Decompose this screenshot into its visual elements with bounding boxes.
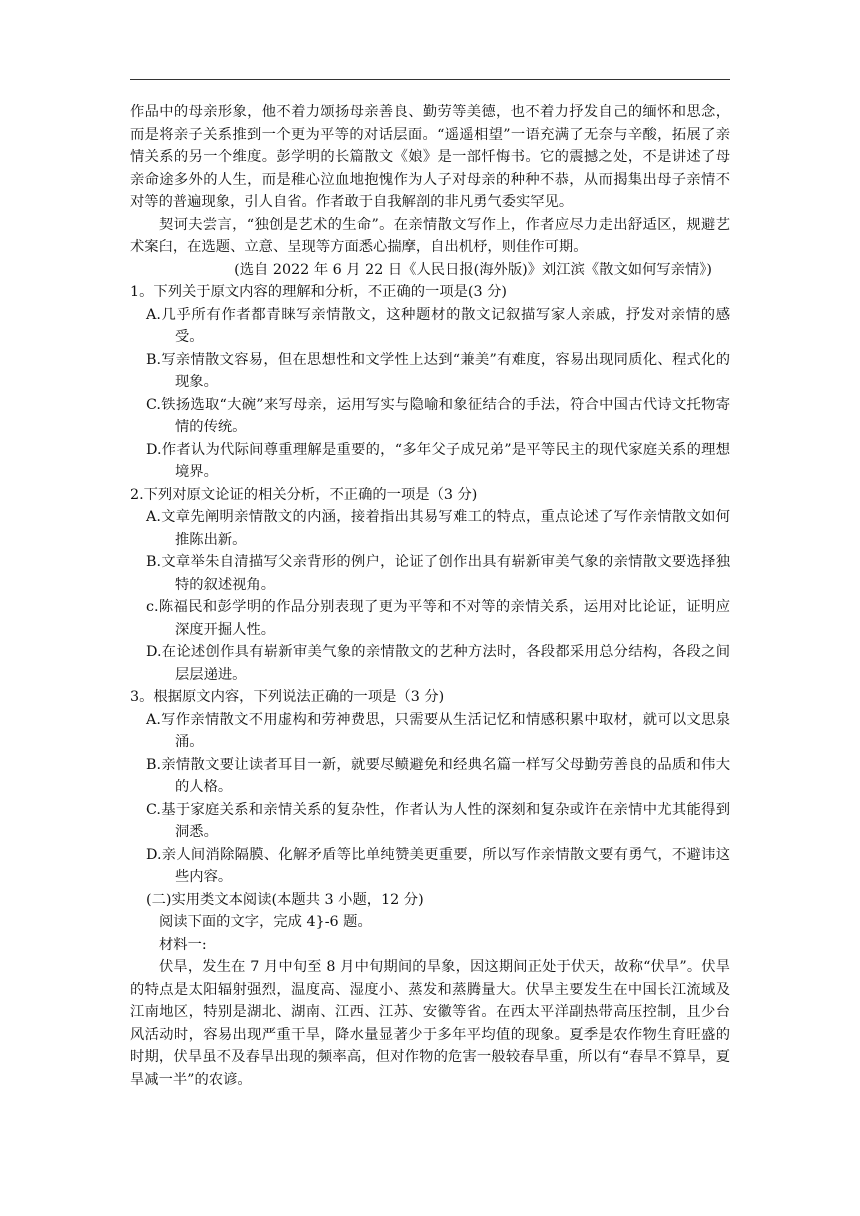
question-1-option-c: C.铁扬选取“大碗”来写母亲，运用写实与隐喻和象征结合的手法，符合中国古代诗文托物寄情的传统。 [146, 396, 730, 435]
question-2-option-b: B.文章举朱自清描写父亲背形的例户，论证了创作出具有崭新审美气象的亲情散文要选择独特的叙述视角。 [146, 554, 730, 593]
source-citation: (选自 2022 年 6 月 22 日《人民日报(海外版)》刘江滨《散文如何写亲情》) [234, 261, 712, 278]
paragraph-continued: 作品中的母亲形象，他不着力颂扬母亲善良、勤劳等美德，也不着力抒发自己的缅怀和思念，而是将亲子关系推到一个更为平等的对话层面。“遥遥相望”一语充满了无奈与辛酸，拓展了亲情关系的另一个维度。彭学明的长篇散文《娘》是一部忏悔书。它的震撼之处，不是讲述了母亲命途多外的人生，而是稚心泣血地抱愧作为人子对母亲的种种不恭，从而揭集出母子亲情不对等的普遍现象，引人自省。作者敢于自我解剖的非凡勇气委实罕见。 [130, 104, 730, 210]
question-1-stem: 1。下列关于原文内容的理解和分析，不正确的一项是(3 分) [130, 284, 508, 300]
material-1-label: 材料一: [159, 936, 207, 953]
section-2-title: (二)实用类文本阅读(本题共 3 小题，12 分) [146, 891, 424, 908]
question-3-option-b: B.亲情散文要让读者耳目一新，就要尽鲼避免和经典名篇一样写父母勤劳善良的品质和伟大的人格。 [146, 756, 730, 795]
question-2-option-a: A.文章先阐明亲情散文的内涵，接着指出其易写难工的特点，重点论述了写作亲情散文如何推陈出新。 [146, 509, 730, 548]
question-2-option-d: D.在论述创作具有崭新审美气象的亲情散文的艺种方法时，各段都采用总分结构，各段之间层层递进。 [146, 644, 730, 683]
question-2-option-c: c.陈福民和彭学明的作品分别表现了更为平等和不对等的亲情关系，运用对比论证，证明应深度开掘人性。 [146, 599, 730, 638]
question-1-option-a: A.几乎所有作者都青睐写亲情散文，这种题材的散文记叙描写家人亲戚，抒发对亲情的感受。 [146, 306, 730, 345]
paragraph-chekhov: 契诃夫尝言，“独创是艺术的生命”。在亲情散文写作上，作者应尽力走出舒适区，规避艺术案臼，在选题、立意、呈现等方面悉心揣摩，自出机杼，则佳作可期。 [130, 216, 730, 255]
document-body [130, 101, 730, 1091]
header-rule [130, 79, 730, 80]
material-1-text: 伏旱，发生在 7 月中旬至 8 月中旬期间的旱象，因这期间正处于伏天，故称“伏旱”。伏旱的特点是太阳辐射强烈，温度高、湿度小、蒸发和蒸腾量大。伏旱主要发生在中国长江流域及江南地区，特别是湖北、湖南、江西、江苏、安徽等省。在西太平洋副热带高压控制，且少台风活动时，容易出现严重干旱，降水量显著少于多年平均值的现象。夏季是农作物生育旺盛的时期，伏旱虽不及春旱出现的频率高，但对作物的危害一般较春旱重，所以有“春旱不算旱，夏旱减一半”的农谚。 [130, 959, 730, 1088]
question-1-option-d: D.作者认为代际间尊重理解是重要的，“多年父子成兄弟”是平等民主的现代家庭关系的理想境界。 [146, 441, 730, 480]
question-2-stem: 2.下列对原文论证的相关分析，不正确的一项是（3 分) [130, 486, 478, 503]
question-3-option-a: A.写作亲情散文不用虚构和劳神费思，只需要从生活记忆和情感积累中取材，就可以文思泉涌。 [146, 711, 730, 750]
question-3-option-d: D.亲人间消除隔膜、化解矛盾等比单纯赞美更重要，所以写作亲情散文要有勇气，不避讳这些内容。 [146, 846, 730, 885]
question-3-option-c: C.基于家庭关系和亲情关系的复杂性，作者认为人性的深刻和复杂或许在亲情中尤其能得到洞悉。 [146, 801, 730, 840]
question-3-stem: 3。根据原文内容，下列说法正确的一项是（3 分) [130, 689, 445, 705]
question-1-option-b: B.写亲情散文容易，但在思想性和文学性上达到“兼美”有难度，容易出现同质化、程式化的现象。 [146, 351, 730, 390]
section-2-instruction: 阅读下面的文字，完成 4}-6 题。 [159, 914, 372, 930]
